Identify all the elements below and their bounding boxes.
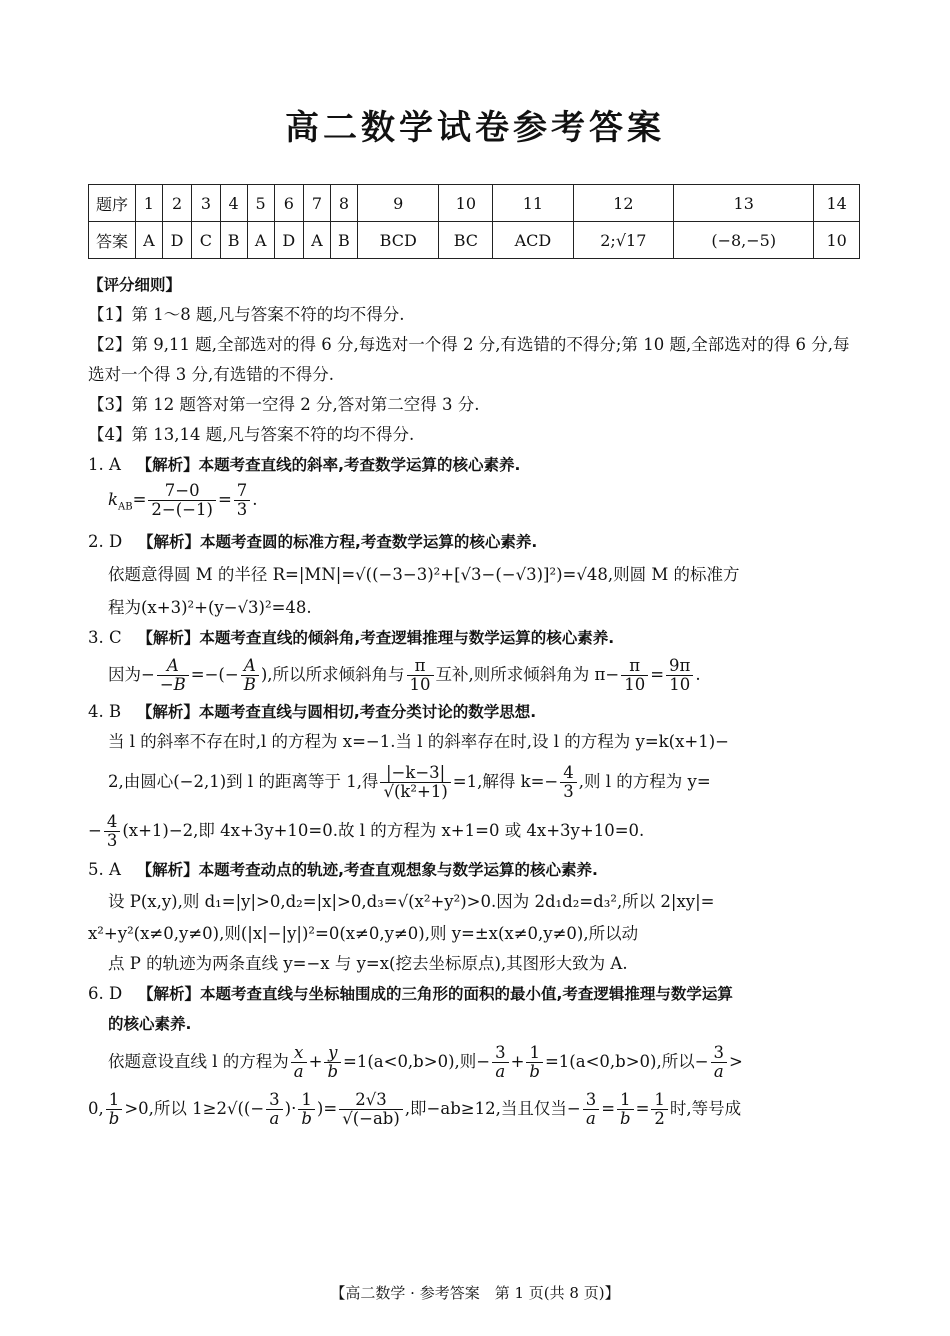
- page-footer: 【高二数学 · 参考答案 第 1 页(共 8 页)】: [330, 1284, 620, 1302]
- numerator: 3: [266, 1091, 283, 1110]
- grading-rule: 【2】第 9,11 题,全部选对的得 6 分,每选对一个得 2 分,有选错的不得分;第 10 题,全部选对的得 6 分,每选对一个得 3 分,有选错的不得分.: [88, 335, 850, 384]
- solution-tag: 【解析】本题考查动点的轨迹,考查直观想象与数学运算的核心素养.: [136, 861, 598, 880]
- text-run: )·: [284, 1099, 297, 1119]
- solution-3-header: [88, 623, 864, 653]
- table-cell: 10: [439, 185, 493, 222]
- numerator: A: [157, 657, 189, 676]
- denominator: 3: [106, 831, 118, 851]
- text-run: 0,: [88, 1099, 104, 1119]
- denominator: b: [108, 1109, 120, 1129]
- solution-1-header: [88, 450, 864, 480]
- numerator: 2√3: [339, 1091, 403, 1110]
- solution-tag: 【解析】本题考查直线与坐标轴围成的三角形的面积的最小值,考查逻辑推理与数学运算: [137, 985, 733, 1004]
- denominator: b: [327, 1062, 339, 1082]
- fraction: [526, 1044, 543, 1081]
- denominator: b: [529, 1062, 540, 1082]
- text-run: −: [88, 821, 102, 841]
- numerator: 3: [583, 1091, 600, 1110]
- solution-number: 4. B: [88, 702, 122, 722]
- grading-heading: 【评分细则】: [88, 276, 182, 294]
- fraction: [407, 657, 434, 694]
- text-run: =1(a<0,b>0),所以−: [544, 1052, 709, 1072]
- denominator: a: [495, 1062, 506, 1082]
- solution-6-body: [88, 1085, 864, 1133]
- denominator: 10: [409, 675, 431, 695]
- solution-3-body: [88, 653, 864, 697]
- grading-rule: 【4】第 13,14 题,凡与答案不符的均不得分.: [88, 425, 415, 444]
- table-cell: BC: [439, 222, 493, 259]
- solution-number: 2. D: [88, 532, 123, 552]
- numerator: |−k−3|: [380, 764, 450, 783]
- solution-4-header: [88, 697, 864, 727]
- fraction: [148, 482, 216, 519]
- denominator: √(k²+1): [383, 782, 448, 802]
- table-cell: B: [220, 222, 247, 259]
- text-run: 因为−: [108, 665, 155, 685]
- text-run: +: [510, 1052, 525, 1072]
- table-cell: A: [136, 222, 163, 259]
- text-run: .: [695, 665, 701, 685]
- text-run: >0,所以 1≥2√((−: [124, 1099, 265, 1119]
- numerator: 4: [560, 764, 577, 783]
- numerator: y: [324, 1044, 341, 1063]
- solution-number: 5. A: [88, 860, 121, 880]
- table-cell: 6: [274, 185, 303, 222]
- solution-1-body: [88, 480, 864, 527]
- fraction: [560, 764, 577, 801]
- text-run: ,即−ab≥12,当且仅当−: [404, 1099, 581, 1119]
- table-cell: D: [274, 222, 303, 259]
- solution-tag-continued: 的核心素养.: [108, 1015, 192, 1034]
- fraction: [583, 1091, 600, 1128]
- table-cell: A: [304, 222, 331, 259]
- table-cell: C: [192, 222, 220, 259]
- table-row: [89, 185, 860, 222]
- numerator: 9π: [666, 657, 693, 676]
- answer-table: [88, 184, 860, 259]
- table-cell: 3: [192, 185, 220, 222]
- denominator: a: [713, 1062, 724, 1082]
- numerator: 1: [617, 1091, 634, 1110]
- fraction: [291, 1044, 307, 1081]
- table-cell: 2;√17: [573, 222, 674, 259]
- table-cell: 12: [573, 185, 674, 222]
- fraction: [492, 1044, 509, 1081]
- numerator: 3: [492, 1044, 509, 1063]
- numerator: A: [241, 657, 259, 676]
- denominator: 2−(−1): [151, 500, 213, 519]
- fraction: [104, 813, 121, 850]
- text-run: (x+1)−2,即 4x+3y+10=0.故 l 的方程为 x+1=0 或 4x+3y+10=0.: [122, 821, 645, 841]
- solution-tag: 【解析】本题考查直线与圆相切,考查分类讨论的数学思想.: [136, 703, 537, 722]
- table-cell: 4: [220, 185, 247, 222]
- solution-5-line: 点 P 的轨迹为两条直线 y=−x 与 y=x(挖去坐标原点),其图形大致为 A.: [108, 954, 628, 974]
- table-row: [89, 222, 860, 259]
- math-op: .: [252, 490, 258, 509]
- document-body: [88, 270, 864, 1133]
- numerator: 1: [298, 1091, 315, 1110]
- fraction: [266, 1091, 283, 1128]
- denominator: −B: [159, 675, 186, 695]
- text-run: =: [650, 665, 665, 685]
- text-run: 依题意设直线 l 的方程为: [108, 1052, 289, 1072]
- numerator: 7−0: [148, 482, 216, 501]
- fraction: [298, 1091, 315, 1128]
- fraction: [711, 1044, 728, 1081]
- solution-tag: 【解析】本题考查圆的标准方程,考查数学运算的核心素养.: [137, 533, 538, 552]
- table-cell: 答案: [89, 222, 136, 259]
- numerator: 7: [234, 482, 251, 501]
- solution-number: 6. D: [88, 984, 123, 1004]
- table-cell: 14: [814, 185, 860, 222]
- denominator: a: [269, 1109, 280, 1129]
- denominator: 10: [624, 675, 646, 695]
- numerator: 4: [104, 813, 121, 832]
- table-cell: 题序: [89, 185, 136, 222]
- solution-number: 1. A: [88, 455, 121, 474]
- fraction: [324, 1044, 341, 1081]
- table-cell: 9: [358, 185, 439, 222]
- denominator: B: [243, 675, 256, 695]
- text-run: 时,等号成: [669, 1099, 742, 1119]
- solution-5-line: 设 P(x,y),则 d₁=|y|>0,d₂=|x|>0,d₃=√(x²+y²)>0.因为 2d₁d₂=d₃²,所以 2|xy|=: [108, 892, 715, 912]
- text-run: =: [601, 1099, 616, 1119]
- solution-2-line: 依题意得圆 M 的半径 R=|MN|=√((−3−3)²+[√3−(−√3)]²)=√48,则圆 M 的标准方: [108, 565, 740, 585]
- numerator: 1: [651, 1091, 668, 1110]
- solution-4-body: [88, 807, 864, 855]
- table-cell: B: [330, 222, 357, 259]
- solution-tag: 【解析】本题考查直线的斜率,考查数学运算的核心素养.: [136, 456, 521, 474]
- table-cell: 10: [814, 222, 860, 259]
- page-title: 高二数学试卷参考答案: [285, 108, 665, 148]
- solution-6-body: [88, 1039, 864, 1085]
- solution-number: 3. C: [88, 628, 122, 648]
- math-op: =: [217, 490, 232, 509]
- text-run: =−(−: [190, 665, 239, 685]
- fraction: [666, 657, 693, 694]
- table-cell: 2: [162, 185, 191, 222]
- fraction: [621, 657, 648, 694]
- numerator: π: [407, 657, 434, 676]
- fraction: [651, 1091, 668, 1128]
- numerator: x: [291, 1044, 307, 1063]
- table-cell: 7: [304, 185, 331, 222]
- solution-5-header: [88, 855, 864, 885]
- text-run: )=: [316, 1099, 338, 1119]
- fraction: [234, 482, 251, 519]
- table-cell: (−8,−5): [674, 222, 814, 259]
- solution-tag: 【解析】本题考查直线的倾斜角,考查逻辑推理与数学运算的核心素养.: [137, 629, 615, 648]
- denominator: b: [301, 1109, 312, 1129]
- text-run: 互补,则所求倾斜角为 π−: [435, 665, 620, 685]
- fraction: [380, 764, 450, 801]
- table-cell: 11: [493, 185, 573, 222]
- text-run: +: [308, 1052, 323, 1072]
- text-run: ,则 l 的方程为 y=: [578, 772, 711, 792]
- text-run: =: [635, 1099, 650, 1119]
- table-cell: BCD: [358, 222, 439, 259]
- math-var: k: [108, 490, 118, 509]
- math-sub: AB: [118, 501, 133, 513]
- numerator: 3: [711, 1044, 728, 1063]
- table-cell: 1: [136, 185, 163, 222]
- denominator: 3: [236, 500, 248, 519]
- math-op: =: [132, 490, 147, 509]
- table-cell: D: [162, 222, 191, 259]
- grading-rule: 【1】第 1～8 题,凡与答案不符的均不得分.: [88, 305, 405, 324]
- numerator: 1: [526, 1044, 543, 1063]
- table-cell: ACD: [493, 222, 573, 259]
- fraction: [617, 1091, 634, 1128]
- numerator: 1: [106, 1091, 123, 1110]
- solution-2-header: [88, 527, 864, 557]
- fraction: [106, 1091, 123, 1128]
- solution-6-header: [88, 979, 864, 1009]
- text-run: >: [729, 1052, 743, 1072]
- table-cell: 5: [247, 185, 274, 222]
- fraction: [339, 1091, 403, 1128]
- fraction: [241, 657, 259, 694]
- fraction: [157, 657, 189, 694]
- denominator: √(−ab): [342, 1109, 400, 1129]
- denominator: a: [586, 1109, 596, 1129]
- grading-rule: 【3】第 12 题答对第一空得 2 分,答对第二空得 3 分.: [88, 395, 480, 414]
- denominator: b: [620, 1109, 631, 1129]
- solution-5-line: x²+y²(x≠0,y≠0),则(|x|−|y|)²=0(x≠0,y≠0),则 y=±x(x≠0,y≠0),所以动: [88, 924, 639, 944]
- denominator: 2: [654, 1109, 665, 1129]
- solution-2-line: 程为(x+3)²+(y−√3)²=48.: [108, 598, 312, 618]
- text-run: 2,由圆心(−2,1)到 l 的距离等于 1,得: [108, 772, 379, 792]
- table-cell: 8: [330, 185, 357, 222]
- table-cell: A: [247, 222, 274, 259]
- denominator: 3: [563, 782, 574, 802]
- table-cell: 13: [674, 185, 814, 222]
- solution-4-line: 当 l 的斜率不存在时,l 的方程为 x=−1.当 l 的斜率存在时,设 l 的方程为 y=k(x+1)−: [108, 732, 729, 752]
- numerator: π: [621, 657, 648, 676]
- denominator: 10: [669, 675, 691, 695]
- text-run: ),所以所求倾斜角与: [260, 665, 405, 685]
- text-run: =1(a<0,b>0),则−: [343, 1052, 491, 1072]
- text-run: =1,解得 k=−: [452, 772, 559, 792]
- solution-4-body: [88, 757, 864, 807]
- denominator: a: [293, 1062, 304, 1082]
